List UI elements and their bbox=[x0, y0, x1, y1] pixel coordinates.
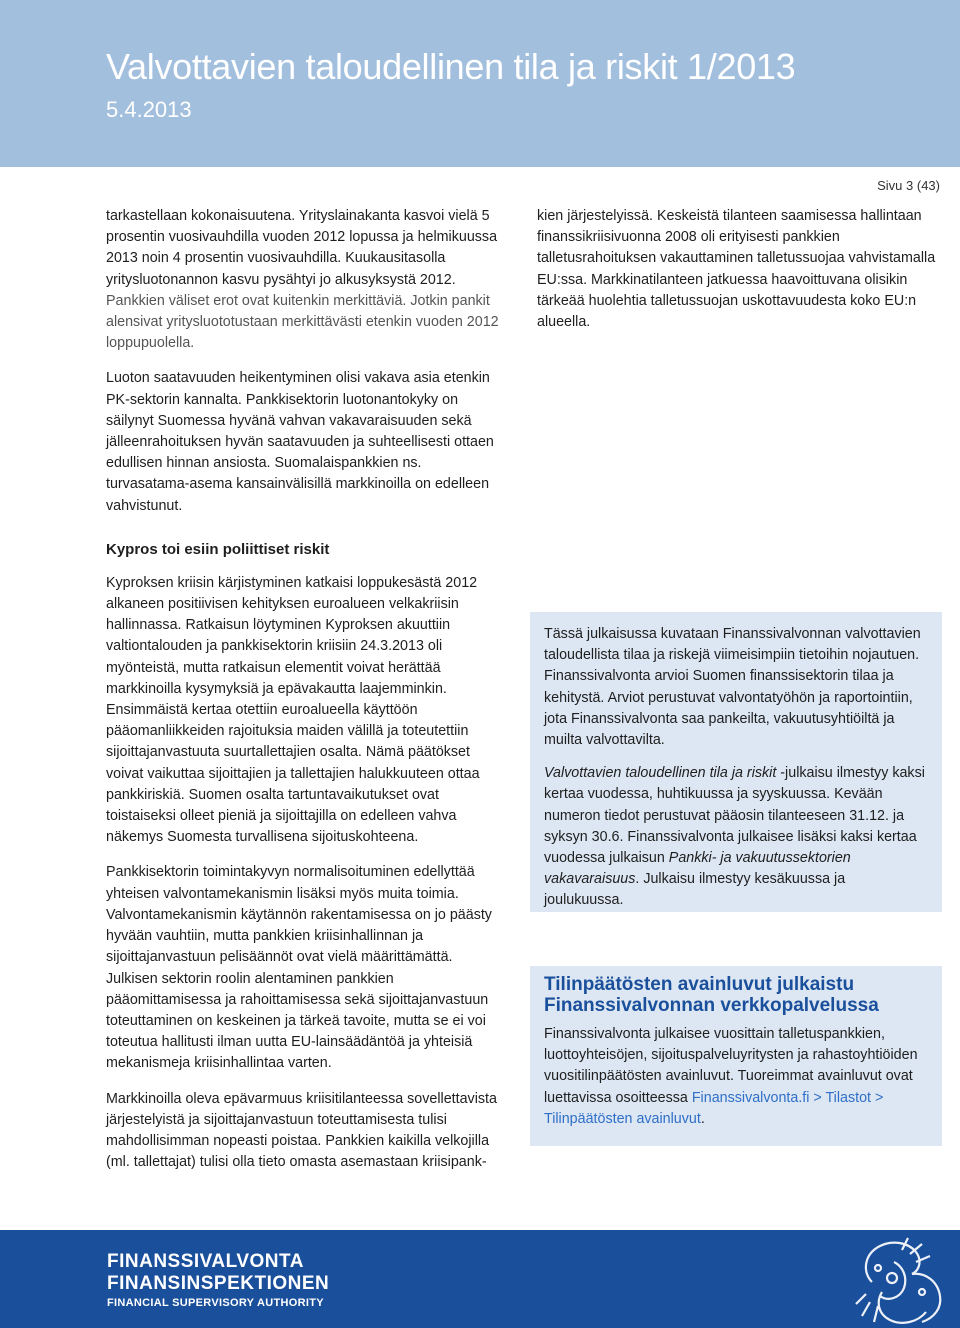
document-date: 5.4.2013 bbox=[106, 97, 192, 122]
paragraph bbox=[106, 206, 508, 354]
paragraph: Tässä julkaisussa kuvataan Finanssivalvonnan valvottavien taloudellista tilaa ja riskejä viimeisimpiin tietoihin nojautuen. Finanssivalvonta arvioi Suomen finanssisektorin tilaa ja kehitystä. Arviot perustuvat valvontatyöhön ja raportointiin, jota Finanssivalvonta saa pankeilta, vakuutusyhtiöiltä ja muilta valvottavilta. bbox=[544, 626, 921, 749]
paragraph-text: Pankkien väliset erot ovat kuitenkin merkittäviä. Jotkin pankit alensivat yritysluototustaan merkittävästi etenkin vuoden 2012 loppupuolella. bbox=[106, 292, 499, 352]
paragraph: Pankkisektorin toimintakyvyn normalisoituminen edellyttää yhteisen valvontamekanismin lisäksi myös muita toimia. Valvontamekanismin käytännön rakentamisessa on jo päästy hyvään vauhtiin, mutta pankkien kriisinhallinnan ja sijoittajanvastuun pelisäännöt ovat vielä määrittämättä. Julkisen sektorin roolin alentaminen pankkien pääomittamisessa ja rahoittamisessa sekä sijoittajanvastuun toteuttaminen on keskeinen ja tärkeä tavoite, mutta se ei voi toteutua hallitusti ilman uutta EU-lainsäädäntöä ja yhteisiä mekanismeja kriisinhallintaa varten. bbox=[106, 864, 492, 1072]
section-heading: Kypros toi esiin poliittiset riskit bbox=[106, 540, 330, 558]
page-footer bbox=[0, 1230, 960, 1328]
document-title: Valvottavien taloudellinen tila ja riskit 1/2013 bbox=[106, 46, 796, 87]
statistics-link[interactable]: Finanssivalvonta.fi > Tilastot > Tilinpäätösten avainluvut bbox=[544, 1089, 884, 1127]
logo-line: FINANSINSPEKTIONEN bbox=[107, 1273, 330, 1294]
page-header bbox=[0, 0, 960, 167]
announcement-text bbox=[544, 1024, 928, 1130]
paragraph: Markkinoilla oleva epävarmuus kriisitilanteessa sovellettavista järjestelyistä ja sijoittajanvastuun toteuttamisesta tulisi mahdollisimman nopeasti poistaa. Pankkien kaikilla velkojilla (ml. tallettajat) tulisi olla tieto omasta asemastaan kriisipank- bbox=[106, 1090, 497, 1171]
page-number: Sivu 3 (43) bbox=[877, 178, 940, 193]
logo-line: FINANCIAL SUPERVISORY AUTHORITY bbox=[107, 1297, 324, 1309]
paragraph-text: -julkaisu ilmestyy kaksi kertaa vuodessa, huhtikuussa ja syyskuussa. Kevään numeron tiedot perustuvat pääosin tilanteeseen 31.12. ja syksyn 30.6. Finanssivalvonta julkaisee lisäksi kaksi kertaa vuodessa julkaisun bbox=[544, 765, 925, 867]
paragraph: kien järjestelyissä. Keskeistä tilanteen saamisessa hallintaan finanssikriisivuonna 2008 oli erityisesti pankkien talletusrahoituksen vakauttaminen talletussuojaa vahvistamalla EU:ssa. Markkinatilanteen jatkuessa haavoittuvana olisikin tärkeää huolehtia talletussuojan uskottavuudesta koko EU:n alueella. bbox=[537, 208, 936, 331]
paragraph: Kyproksen kriisin kärjistyminen katkaisi loppukesästä 2012 alkaneen positiivisen kehityksen euroalueen velkakriisin hallinnassa. Ratkaisun löytyminen Kyproksen akuuttiin valtiontalouden ja pankkisektorin kriisiin 24.3.2013 oli myönteistä, mutta ratkaisun elementit voivat herättää markkinoilla kysymyksiä ja epävakautta laajemminkin. Ensimmäistä kertaa otettiin euroalueella käyttöön pääomanliikkeiden rajoituksia maiden välillä ja toteutettiin sijoittajanvastuuta suurtallettajien osalta. Nämä päätökset voivat vaikuttaa sijoittajien ja tallettajien halukkuuteen ottaa pankkiriskiä. Suomen osalta tartuntavaikutukset ovat toistaiseksi olleet pieniä ja sijoittajilla on edelleen vahva näkemys Suomesta turvallisena sijoituskohteena. bbox=[106, 574, 480, 846]
info-box bbox=[530, 612, 942, 912]
logo-line: FINANSSIVALVONTA bbox=[107, 1251, 304, 1272]
left-column bbox=[106, 206, 508, 1187]
organization-logo bbox=[107, 1252, 329, 1309]
publication-name: Pankki- ja vakuutussektorien vakavaraisuus bbox=[544, 850, 851, 888]
paragraph-text: . bbox=[700, 1110, 705, 1127]
announcement-heading: Tilinpäätösten avainluvut julkaistu Finanssivalvonnan verkkopalvelussa bbox=[544, 974, 879, 1016]
paragraph-text: . Julkaisu ilmestyy kesäkuussa ja joulukuussa. bbox=[544, 871, 846, 909]
paragraph: Luoton saatavuuden heikentyminen olisi vakava asia etenkin PK-sektorin kannalta. Pankkisektorin luotonantokyky on säilynyt Suomessa hyvänä vahvan vakavaraisuuden sekä jälleenrahoituksen hyvän saatavuuden ja suhteellisesti ottaen edullisen hinnan ansiosta. Suomalaispankkien ns. turvasatama-asema kansainvälisillä markkinoilla on edelleen vahvistunut. bbox=[106, 370, 494, 514]
right-column bbox=[537, 206, 942, 347]
lion-emblem-icon bbox=[842, 1232, 952, 1328]
publication-name: Valvottavien taloudellinen tila ja riskit bbox=[544, 765, 777, 782]
paragraph bbox=[544, 763, 928, 911]
paragraph-text: tarkastellaan kokonaisuutena. Yrityslainakanta kasvoi vielä 5 prosentin vuosivauhdilla vuoden 2012 lopussa ja helmikuussa 2013 noin 4 prosentin vuosivauhdilla. Kuukausitasolla yritysluotonannon kasvu pysähtyi jo alkusyksystä 2012. bbox=[106, 208, 498, 288]
paragraph-text: Finanssivalvonta julkaisee vuosittain talletuspankkien, luottoyhteisöjen, sijoituspalveluyritysten ja rahastoyhtiöiden vuositilinpäätösten avainluvut. Tuoreimmat avainluvut ovat luettavissa osoitteessa bbox=[544, 1026, 918, 1106]
announcement-box bbox=[530, 966, 942, 1146]
